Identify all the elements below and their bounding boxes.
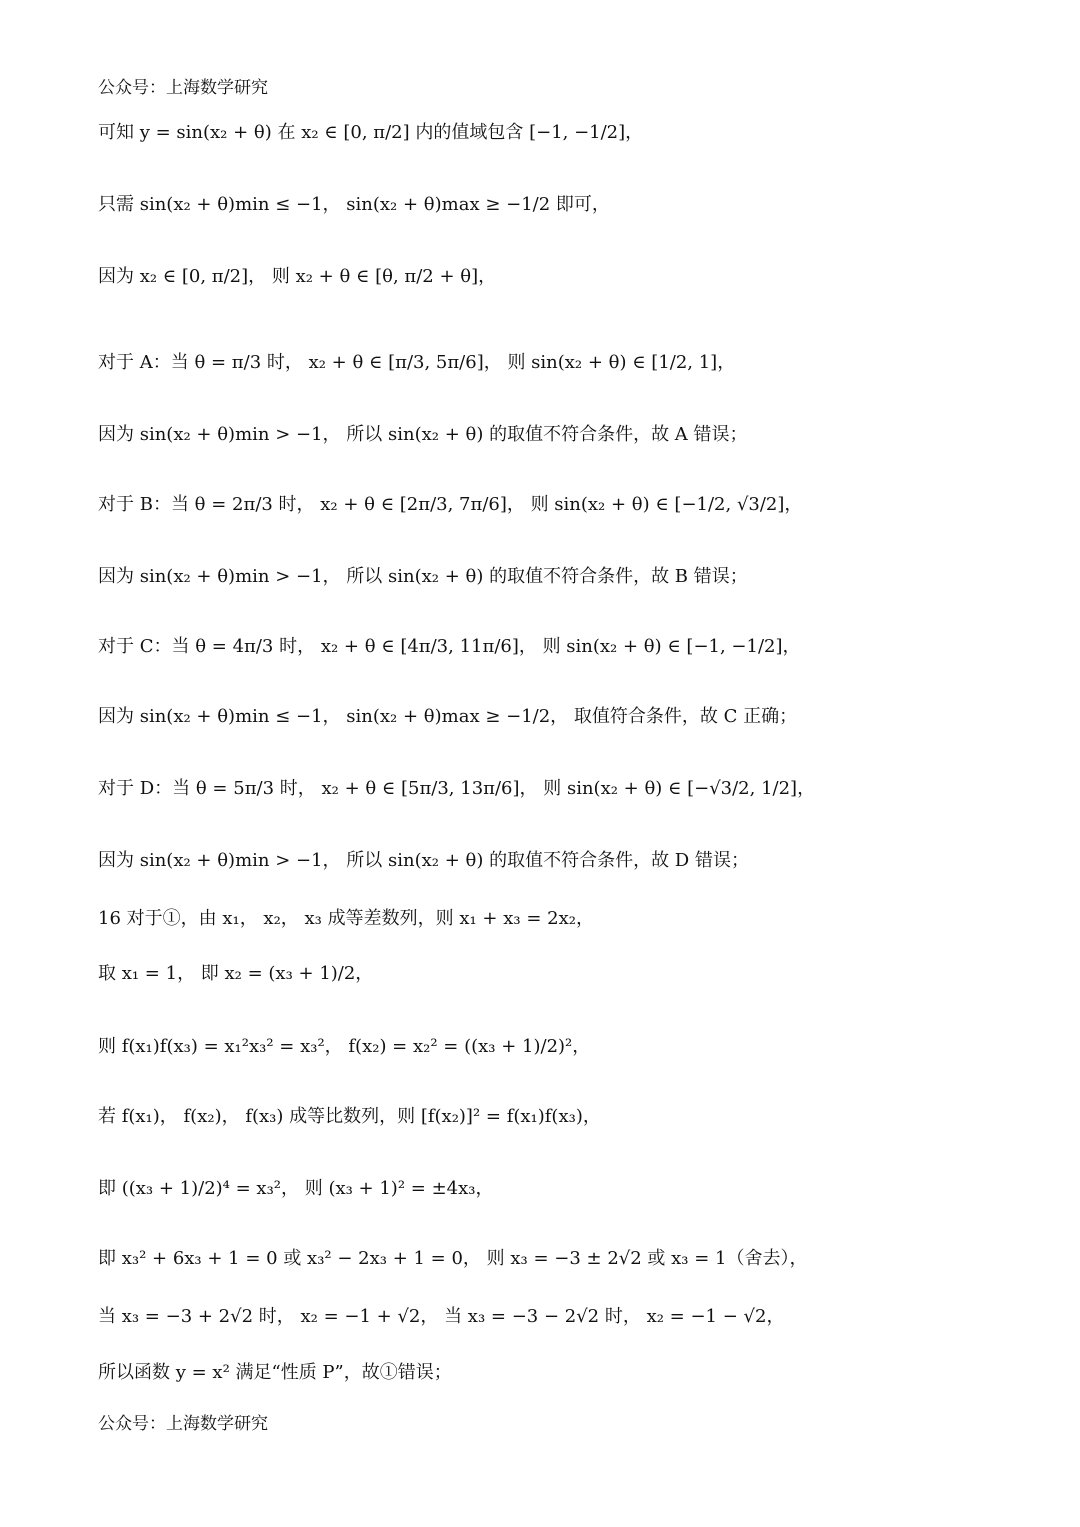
watermark-top: 公众号：上海数学研究 <box>98 78 268 98</box>
text-line: 对于 B：当 θ = 2π/3 时， x₂ + θ ∈ [2π/3, 7π/6]， 则 sin(x₂ + θ) ∈ [−1/2, √3/2]， <box>98 494 803 515</box>
text-line: 因为 sin(x₂ + θ)min ≤ −1， sin(x₂ + θ)max ≥ −1/2， 取值符合条件，故 C 正确； <box>98 706 798 727</box>
watermark-bottom: 公众号：上海数学研究 <box>98 1414 268 1434</box>
text-line: 取 x₁ = 1， 即 x₂ = (x₃ + 1)/2， <box>98 963 374 984</box>
text-line: 对于 A：当 θ = π/3 时， x₂ + θ ∈ [π/3, 5π/6]， 则 sin(x₂ + θ) ∈ [1/2, 1]， <box>98 352 736 373</box>
text-line: 因为 x₂ ∈ [0, π/2]， 则 x₂ + θ ∈ [θ, π/2 + θ]， <box>98 266 497 287</box>
text-line: 只需 sin(x₂ + θ)min ≤ −1， sin(x₂ + θ)max ≥ −1/2 即可， <box>98 194 610 215</box>
text-line: 即 ((x₃ + 1)/2)⁴ = x₃²， 则 (x₃ + 1)² = ±4x₃， <box>98 1178 494 1199</box>
text-line: 即 x₃² + 6x₃ + 1 = 0 或 x₃² − 2x₃ + 1 = 0， 则 x₃ = −3 ± 2√2 或 x₃ = 1（舍去）， <box>98 1248 808 1269</box>
text-line: 则 f(x₁)f(x₃) = x₁²x₃² = x₃²， f(x₂) = x₂² = ((x₃ + 1)/2)²， <box>98 1036 591 1057</box>
text-line: 对于 D：当 θ = 5π/3 时， x₂ + θ ∈ [5π/3, 13π/6]， 则 sin(x₂ + θ) ∈ [−√3/2, 1/2]， <box>98 778 816 799</box>
text-line: 对于 C：当 θ = 4π/3 时， x₂ + θ ∈ [4π/3, 11π/6]， 则 sin(x₂ + θ) ∈ [−1, −1/2]， <box>98 636 801 657</box>
text-line: 因为 sin(x₂ + θ)min > −1， 所以 sin(x₂ + θ) 的取值不符合条件，故 A 错误； <box>98 424 748 445</box>
text-line: 可知 y = sin(x₂ + θ) 在 x₂ ∈ [0, π/2] 内的值域包含 [−1, −1/2]， <box>98 122 644 143</box>
text-line: 所以函数 y = x² 满足“性质 P”，故①错误； <box>98 1362 452 1383</box>
text-line: 因为 sin(x₂ + θ)min > −1， 所以 sin(x₂ + θ) 的取值不符合条件，故 B 错误； <box>98 566 748 587</box>
text-line: 若 f(x₁)， f(x₂)， f(x₃) 成等比数列，则 [f(x₂)]² = f(x₁)f(x₃)， <box>98 1106 601 1127</box>
text-line: 因为 sin(x₂ + θ)min > −1， 所以 sin(x₂ + θ) 的取值不符合条件，故 D 错误； <box>98 850 749 871</box>
text-line: 当 x₃ = −3 + 2√2 时， x₂ = −1 + √2， 当 x₃ = −3 − 2√2 时， x₂ = −1 − √2， <box>98 1306 785 1327</box>
text-line: 16 对于①，由 x₁， x₂， x₃ 成等差数列，则 x₁ + x₃ = 2x₂， <box>98 908 594 929</box>
